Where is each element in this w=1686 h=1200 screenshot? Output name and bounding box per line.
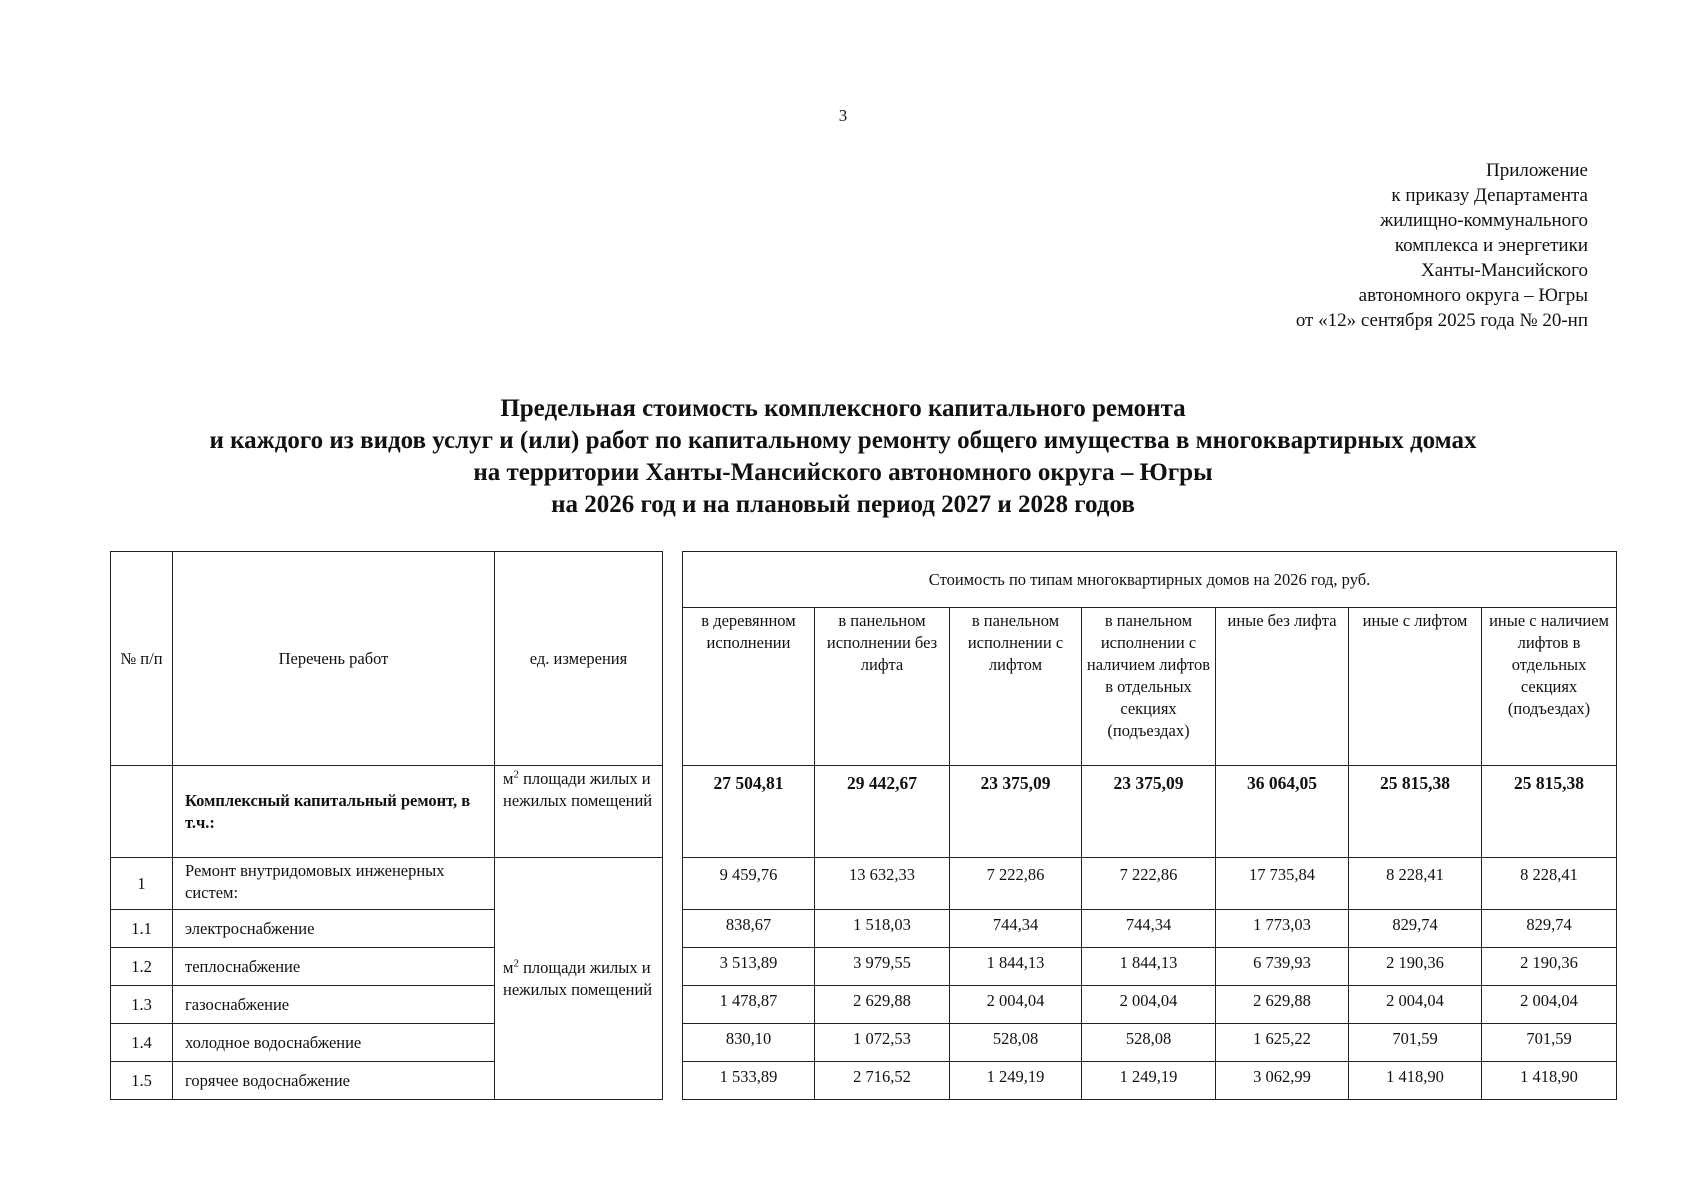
header-type: в панельном исполнении с наличием лифтов в отдельных секциях (подъездах) [1082,608,1216,766]
row-value: 829,74 [1349,910,1482,948]
row-value: 2 004,04 [950,986,1082,1024]
row-value: 1 418,90 [1349,1062,1482,1100]
row-value: 29 442,67 [815,766,950,858]
row-value: 2 716,52 [815,1062,950,1100]
row-value: 3 062,99 [1216,1062,1349,1100]
table-row [111,948,1617,986]
row-value: 528,08 [950,1024,1082,1062]
unit-text: площади жилых и нежилых помещений [503,957,653,999]
unit-text: площади жилых и нежилых помещений [503,769,653,810]
appendix-block [1296,158,1588,333]
header-type: иные с лифтом [1349,608,1482,766]
table-row-total [111,766,1617,858]
row-no: 1.3 [111,986,173,1024]
row-value: 2 629,88 [1216,986,1349,1024]
row-name: горячее водоснабжение [173,1062,495,1100]
table-row [111,910,1617,948]
row-value: 1 418,90 [1482,1062,1617,1100]
row-no: 1.2 [111,948,173,986]
row-name: Комплексный капитальный ремонт, в т.ч.: [173,766,495,858]
unit-sup: 2 [513,957,519,969]
appendix-line: жилищно-коммунального [1380,210,1588,231]
row-value: 838,67 [683,910,815,948]
appendix-line: Ханты-Мансийского [1420,260,1588,281]
row-value: 3 513,89 [683,948,815,986]
row-value: 2 004,04 [1349,986,1482,1024]
appendix-line: комплекса и энергетики [1394,235,1588,256]
appendix-line: Приложение [1486,160,1588,181]
row-value: 701,59 [1349,1024,1482,1062]
row-no: 1.4 [111,1024,173,1062]
row-value: 701,59 [1482,1024,1617,1062]
row-value: 7 222,86 [1082,858,1216,910]
title-line: и каждого из видов услуг и (или) работ по капитальному ремонту общего имущества в многоквартирных домах [209,427,1477,454]
row-value: 1 844,13 [950,948,1082,986]
row-value: 23 375,09 [1082,766,1216,858]
row-value: 2 190,36 [1349,948,1482,986]
row-value: 830,10 [683,1024,815,1062]
row-value: 3 979,55 [815,948,950,986]
document-title [0,393,1686,521]
row-value: 744,34 [950,910,1082,948]
title-line: Предельная стоимость комплексного капитального ремонта [500,395,1186,422]
row-no: 1 [111,858,173,910]
row-value: 27 504,81 [683,766,815,858]
row-no [111,766,173,858]
unit-text: м [503,957,514,977]
header-type: в панельном исполнении с лифтом [950,608,1082,766]
row-name: Ремонт внутридомовых инженерных систем: [173,858,495,910]
row-value: 829,74 [1482,910,1617,948]
table-row [111,1024,1617,1062]
row-value: 17 735,84 [1216,858,1349,910]
row-value: 528,08 [1082,1024,1216,1062]
header-type: в деревянном исполнении [683,608,815,766]
row-value: 8 228,41 [1349,858,1482,910]
title-line: на территории Ханты-Мансийского автономного округа – Югры [473,459,1213,486]
price-table [110,551,1617,1100]
row-value: 2 629,88 [815,986,950,1024]
page-number: 3 [838,106,848,125]
header-type: в панельном исполнении без лифта [815,608,950,766]
appendix-line: автономного округа – Югры [1358,285,1588,306]
row-no: 1.1 [111,910,173,948]
row-value: 1 773,03 [1216,910,1349,948]
row-value: 1 072,53 [815,1024,950,1062]
row-value: 2 004,04 [1082,986,1216,1024]
row-value: 1 533,89 [683,1062,815,1100]
row-value: 9 459,76 [683,858,815,910]
row-name: газоснабжение [173,986,495,1024]
row-value: 1 249,19 [1082,1062,1216,1100]
row-unit [495,858,663,1100]
table-row [111,986,1617,1024]
row-value: 1 249,19 [950,1062,1082,1100]
unit-text: м [503,769,514,788]
row-value: 7 222,86 [950,858,1082,910]
row-value: 1 518,03 [815,910,950,948]
table-header-row [111,552,1617,608]
header-cost-group: Стоимость по типам многоквартирных домов на 2026 год, руб. [683,552,1617,608]
row-value: 36 064,05 [1216,766,1349,858]
table-row [111,858,1617,910]
row-value: 744,34 [1082,910,1216,948]
row-unit [495,766,663,858]
row-value: 23 375,09 [950,766,1082,858]
row-value: 6 739,93 [1216,948,1349,986]
row-value: 2 190,36 [1482,948,1617,986]
row-value: 1 625,22 [1216,1024,1349,1062]
header-unit: ед. измерения [495,552,663,766]
unit-sup: 2 [513,768,519,781]
row-value: 1 844,13 [1082,948,1216,986]
table-row [111,1062,1617,1100]
row-name: теплоснабжение [173,948,495,986]
row-value: 2 004,04 [1482,986,1617,1024]
row-value: 25 815,38 [1349,766,1482,858]
appendix-line: к приказу Департамента [1391,185,1588,206]
row-value: 1 478,87 [683,986,815,1024]
row-no: 1.5 [111,1062,173,1100]
row-value: 13 632,33 [815,858,950,910]
header-works: Перечень работ [173,552,495,766]
header-type: иные с наличием лифтов в отдельных секциях (подъездах) [1482,608,1617,766]
table-gap [663,552,683,1100]
appendix-line: от «12» сентября 2025 года № 20-нп [1295,310,1588,331]
row-name: холодное водоснабжение [173,1024,495,1062]
title-line: на 2026 год и на плановый период 2027 и 2028 годов [551,491,1135,518]
header-no: № п/п [111,552,173,766]
row-value: 8 228,41 [1482,858,1617,910]
header-type: иные без лифта [1216,608,1349,766]
row-name: электроснабжение [173,910,495,948]
row-value: 25 815,38 [1482,766,1617,858]
